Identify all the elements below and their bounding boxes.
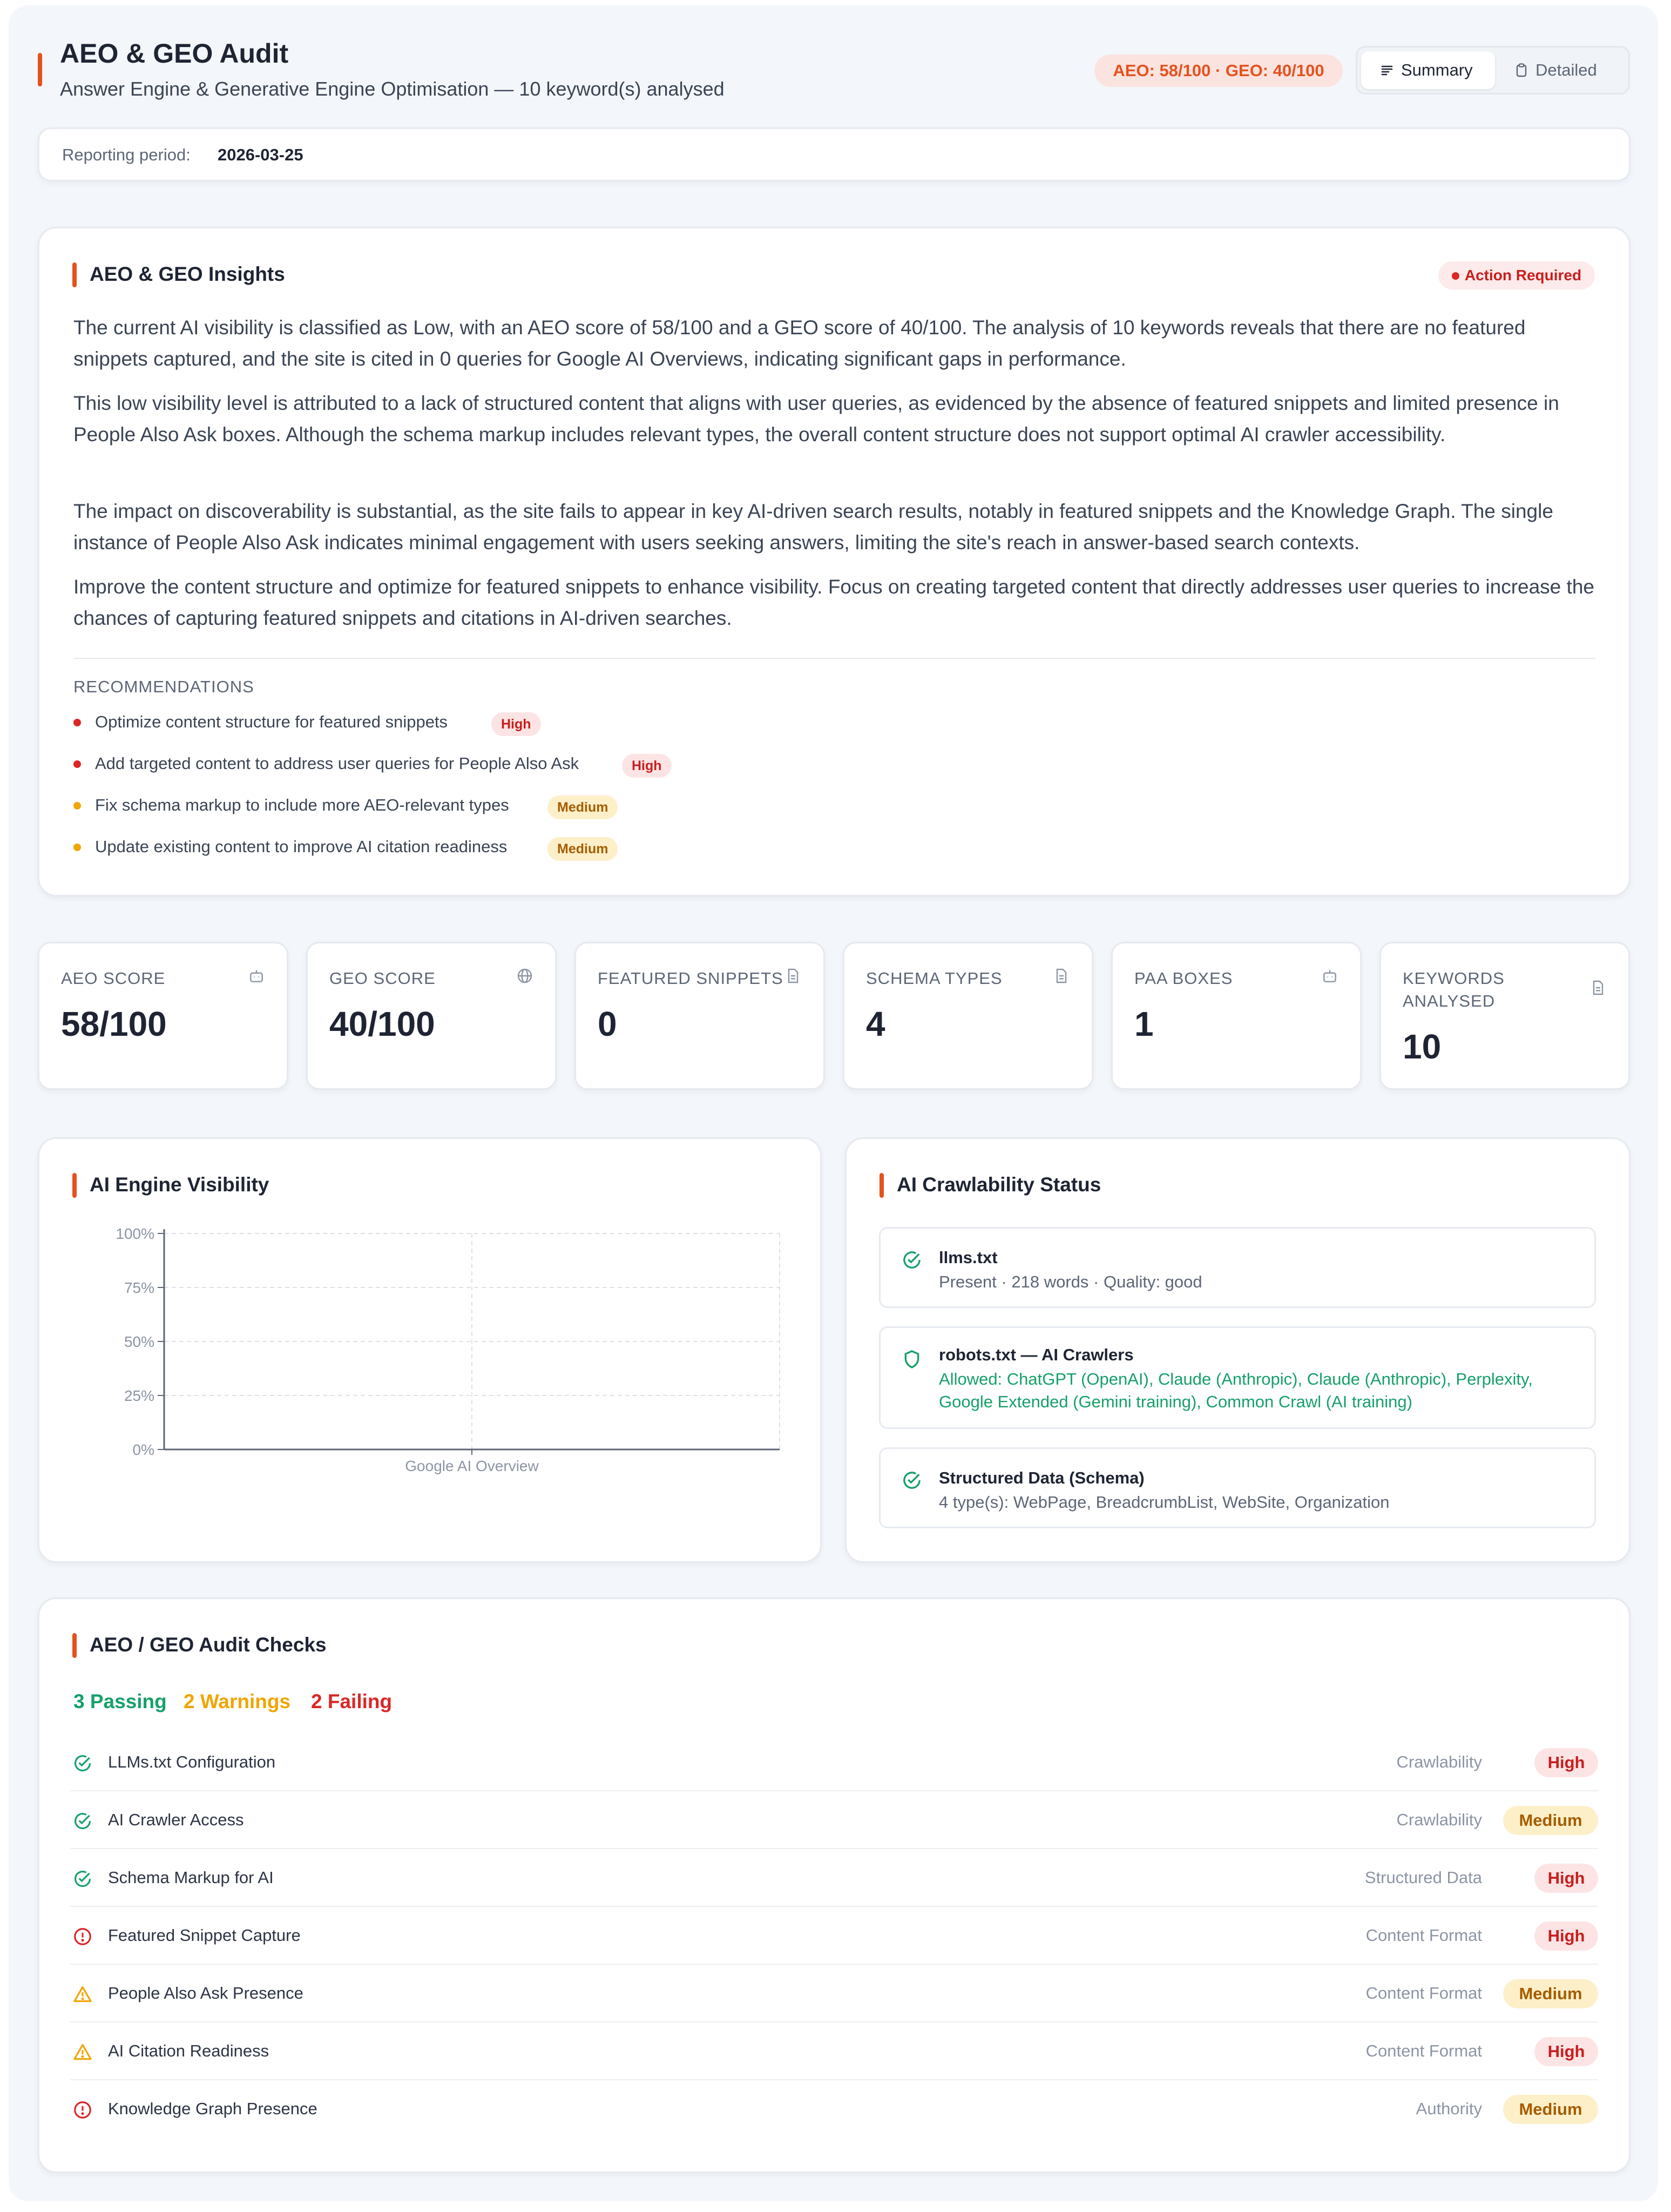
check-category: Content Format xyxy=(1365,1984,1482,2002)
check-row xyxy=(70,1792,1598,1849)
alert-circle-icon xyxy=(72,2100,93,2120)
crawl-item-detail: 4 type(s): WebPage, BreadcrumbList, WebSite, Organization xyxy=(939,1493,1390,1512)
crawlability-accent-bar xyxy=(880,1173,884,1198)
priority-badge: Medium xyxy=(547,795,618,819)
stat-card-aeo-score xyxy=(38,942,288,1090)
check-circle-icon xyxy=(901,1469,923,1491)
check-name: People Also Ask Presence xyxy=(108,1984,303,2002)
stat-label: FEATURED SNIPPETS xyxy=(598,969,783,988)
visibility-title: AI Engine Visibility xyxy=(90,1174,269,1196)
insight-paragraph: The current AI visibility is classified as Low, with an AEO score of 58/100 and a GEO score of 40/100. The analysis of 10 keywords reveals that there are no featured snippets captured, and the site is cited in 0 queries for Google AI Overviews, indicating significant gaps in performance. xyxy=(73,316,1526,370)
list-icon xyxy=(1381,64,1393,77)
recommendation-item xyxy=(73,752,667,779)
clipboard-icon xyxy=(1515,63,1528,77)
check-row xyxy=(70,1850,1598,1907)
stat-value: 4 xyxy=(866,1004,885,1043)
priority-badge: High xyxy=(622,754,672,778)
check-row xyxy=(70,1907,1598,1965)
insights-divider xyxy=(73,658,1596,659)
chart-y-axis xyxy=(116,1225,164,1458)
stat-label: GEO SCORE xyxy=(329,969,436,988)
chart-y-tick-label: 75% xyxy=(124,1279,154,1296)
stat-label: PAA BOXES xyxy=(1134,969,1233,988)
priority-badge: High xyxy=(1534,1864,1598,1893)
insights-accent-bar xyxy=(72,262,77,287)
robot-icon xyxy=(248,967,265,984)
chart-grid xyxy=(164,1233,780,1449)
recommendation-item xyxy=(73,793,667,820)
crawl-item-title: llms.txt xyxy=(939,1248,998,1267)
crawlability-title: AI Crawlability Status xyxy=(897,1174,1101,1196)
insight-paragraph: Improve the content structure and optimize for featured snippets to enhance visibility. Focus on creating targeted content that directly addresses user queries to increase the chances of capturing featured snippets and citations in AI-driven searches. xyxy=(73,576,1594,629)
check-circle-icon xyxy=(72,1753,93,1773)
chart-x-tick-label: Google AI Overview xyxy=(405,1458,539,1474)
check-row xyxy=(70,1734,1598,1791)
crawl-item-structured-data xyxy=(879,1447,1596,1528)
priority-badge: High xyxy=(1534,1748,1598,1777)
detailed-view-label: Detailed xyxy=(1535,60,1597,79)
crawl-item-robots-txt xyxy=(879,1326,1596,1429)
check-row xyxy=(70,1965,1598,2022)
document-icon xyxy=(1589,979,1607,996)
stat-value: 40/100 xyxy=(329,1004,435,1043)
checks-accent-bar xyxy=(72,1633,77,1658)
reporting-period-label: Reporting period: xyxy=(62,145,191,164)
chart-y-tick-label: 100% xyxy=(116,1225,154,1242)
detailed-view-button[interactable] xyxy=(1499,51,1627,89)
robot-icon xyxy=(1321,967,1338,984)
action-required-label: Action Required xyxy=(1464,267,1582,284)
document-icon xyxy=(784,967,802,984)
check-circle-icon xyxy=(72,1811,93,1831)
stat-value: 1 xyxy=(1134,1004,1154,1043)
shield-icon xyxy=(901,1348,923,1370)
document-icon xyxy=(1053,967,1070,984)
insight-paragraph: This low visibility level is attributed to a lack of structured content that aligns with user queries, as evidenced by the absence of featured snippets and limited presence in People Also Ask boxes. Although the schema markup includes relevant types, the overall content structure does not support optimal AI crawler accessibility. xyxy=(73,392,1559,446)
priority-badge: High xyxy=(1534,2037,1598,2066)
visibility-accent-bar xyxy=(72,1173,77,1198)
check-name: Knowledge Graph Presence xyxy=(108,2099,317,2118)
check-name: Schema Markup for AI xyxy=(108,1868,274,1887)
score-badge: AEO: 58/100 · GEO: 40/100 xyxy=(1094,55,1343,87)
visibility-chart xyxy=(97,1220,799,1501)
priority-dot-icon xyxy=(73,719,81,726)
insights-title: AEO & GEO Insights xyxy=(90,263,285,285)
priority-badge: Medium xyxy=(1503,2095,1598,2124)
checks-title: AEO / GEO Audit Checks xyxy=(90,1634,327,1656)
header-accent-bar xyxy=(38,53,42,86)
stat-card-featured-snippets xyxy=(574,942,825,1090)
stat-value: 10 xyxy=(1403,1027,1442,1066)
chart-y-tick-label: 0% xyxy=(132,1441,154,1458)
priority-badge: Medium xyxy=(1503,1979,1598,2008)
priority-dot-icon xyxy=(73,760,81,768)
summary-view-button[interactable] xyxy=(1361,51,1495,89)
stat-label: AEO SCORE xyxy=(61,969,166,988)
chart-x-axis xyxy=(164,1449,780,1474)
warning-triangle-icon xyxy=(72,1984,93,2005)
reporting-period-value: 2026-03-25 xyxy=(218,145,303,164)
view-toggle xyxy=(1356,46,1630,95)
reporting-period-bar xyxy=(38,127,1631,181)
recommendation-text: Optimize content structure for featured snippets xyxy=(95,712,448,731)
check-category: Content Format xyxy=(1365,1926,1482,1945)
stat-card-paa-boxes xyxy=(1111,942,1362,1090)
insight-paragraph: The impact on discoverability is substantial, as the site fails to appear in key AI-driven search results, notably in featured snippets and the Knowledge Graph. The single instance of People Also Ask indicates minimal engagement with users seeking answers, limiting the site's reach in answer-based search contexts. xyxy=(73,500,1553,554)
crawl-item-title: Structured Data (Schema) xyxy=(939,1468,1145,1487)
check-name: Featured Snippet Capture xyxy=(108,1926,301,1945)
recommendation-text: Add targeted content to address user queries for People Also Ask xyxy=(95,754,579,773)
page-subtitle: Answer Engine & Generative Engine Optimisation — 10 keyword(s) analysed xyxy=(60,78,725,100)
check-category: Content Format xyxy=(1365,2041,1482,2060)
recommendation-text: Update existing content to improve AI citation readiness xyxy=(95,837,508,856)
warning-triangle-icon xyxy=(72,2042,93,2062)
stat-label: KEYWORDS ANALYSED xyxy=(1403,969,1505,1010)
recommendations-heading: RECOMMENDATIONS xyxy=(73,677,254,696)
priority-dot-icon xyxy=(73,844,81,851)
failing-count: 2 Failing xyxy=(311,1690,393,1712)
priority-badge: Medium xyxy=(547,837,618,861)
chart-y-tick-label: 50% xyxy=(124,1333,154,1350)
stat-value: 0 xyxy=(598,1004,617,1043)
stat-label: SCHEMA TYPES xyxy=(866,969,1003,988)
stat-card-keywords-analysed xyxy=(1379,942,1630,1090)
check-circle-icon xyxy=(901,1249,923,1271)
crawl-item-detail: Present · 218 words · Quality: good xyxy=(939,1272,1202,1291)
priority-badge: High xyxy=(491,712,541,736)
recommendation-text: Fix schema markup to include more AEO-relevant types xyxy=(95,795,509,814)
priority-badge: Medium xyxy=(1503,1806,1598,1835)
passing-count: 3 Passing xyxy=(73,1690,167,1712)
priority-badge: High xyxy=(1534,1921,1598,1951)
check-name: LLMs.txt Configuration xyxy=(108,1752,276,1771)
check-circle-icon xyxy=(72,1869,93,1889)
summary-view-label: Summary xyxy=(1401,60,1473,79)
check-category: Authority xyxy=(1416,2099,1482,2118)
check-row xyxy=(70,2023,1598,2080)
check-category: Crawlability xyxy=(1396,1810,1482,1829)
crawl-item-title: robots.txt — AI Crawlers xyxy=(939,1345,1134,1364)
page-title: AEO & GEO Audit xyxy=(60,38,289,69)
warnings-count: 2 Warnings xyxy=(184,1690,291,1712)
crawl-item-detail: Allowed: ChatGPT (OpenAI), Claude (Anthropic), Claude (Anthropic), Perplexity, Google Extended (Gemini training), Common Crawl (AI training) xyxy=(939,1370,1533,1411)
priority-dot-icon xyxy=(73,802,81,810)
recommendation-item xyxy=(73,710,559,737)
stat-value: 58/100 xyxy=(61,1004,167,1043)
recommendation-item xyxy=(73,835,667,862)
check-name: AI Crawler Access xyxy=(108,1810,244,1829)
check-row xyxy=(70,2081,1598,2138)
check-category: Structured Data xyxy=(1364,1868,1482,1887)
globe-icon xyxy=(516,967,533,984)
crawl-item-llms-txt xyxy=(879,1227,1596,1308)
check-category: Crawlability xyxy=(1396,1752,1482,1771)
action-required-badge xyxy=(1438,261,1595,289)
alert-circle-icon xyxy=(72,1926,93,1947)
alert-dot-icon xyxy=(1452,272,1459,280)
check-name: AI Citation Readiness xyxy=(108,2041,269,2060)
stat-card-geo-score xyxy=(306,942,557,1090)
stat-card-schema-types xyxy=(843,942,1093,1090)
chart-y-tick-label: 25% xyxy=(124,1387,154,1404)
